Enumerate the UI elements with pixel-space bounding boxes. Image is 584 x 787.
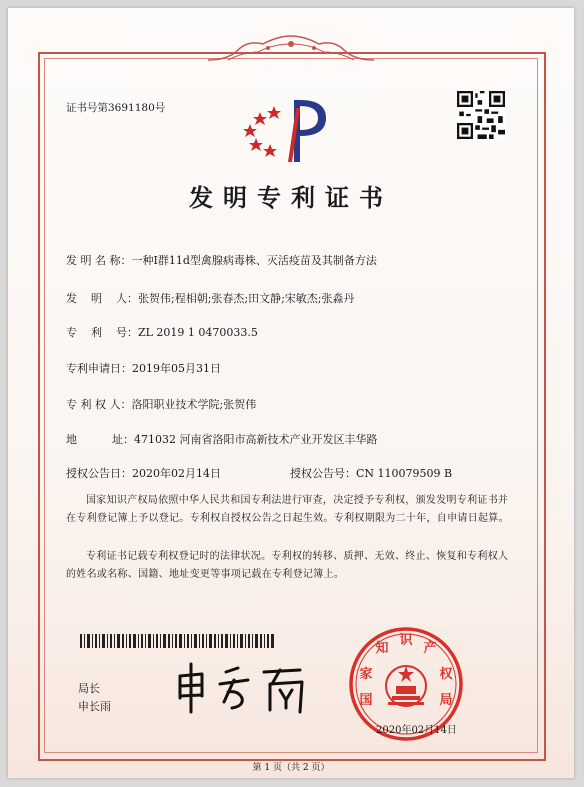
inventors-value: 张贺伟;程相朝;张春杰;田文静;宋敏杰;张淼丹 — [137, 292, 355, 305]
svg-text:产: 产 — [423, 641, 437, 656]
patent-number-row — [66, 324, 258, 340]
page-indicator: 第 1 页（共 2 页） — [252, 763, 330, 773]
patent-number-label: 专 利 号： — [66, 326, 138, 339]
director-title: 局长 — [78, 682, 100, 695]
patentee-value: 洛阳职业技术学院;张贺伟 — [131, 398, 257, 411]
patentee-row — [66, 396, 256, 412]
invention-name-label: 发 明 名 称： — [66, 254, 132, 267]
legal-status-note: 专利证书记载专利权登记时的法律状况。专利权的转移、质押、无效、终止、恢复和专利权人的姓名或名称、国籍、地址变更等事项记载在专利登记簿上。 — [66, 551, 509, 580]
cnipa-emblem-icon — [236, 96, 346, 166]
patentee-label: 专 利 权 人： — [66, 398, 132, 411]
filing-date-value: 2019年05月31日 — [132, 362, 221, 375]
grant-number-value: CN 110079509 B — [356, 467, 453, 480]
qr-code-icon — [457, 91, 505, 139]
grant-date-label: 授权公告日： — [66, 467, 132, 480]
svg-text:知: 知 — [375, 641, 389, 656]
svg-text:国: 国 — [359, 693, 373, 708]
director-name: 申长雨 — [78, 700, 111, 713]
address-label: 地 址： — [66, 433, 134, 446]
address-row — [66, 431, 377, 447]
certificate-page — [8, 8, 574, 778]
svg-text:权: 权 — [439, 667, 453, 682]
grant-number-label: 授权公告号： — [290, 467, 356, 480]
svg-text:识: 识 — [399, 633, 413, 648]
grant-date-row — [66, 465, 221, 481]
invention-name-value: 一种I群11d型禽腺病毒株、灭活疫苗及其制备方法 — [131, 254, 377, 267]
barcode-icon — [80, 634, 276, 648]
grant-number-row — [290, 465, 452, 481]
inventors-row — [66, 290, 355, 306]
address-value: 471032 河南省洛阳市高新技术产业开发区丰华路 — [133, 433, 378, 446]
top-ornament — [208, 34, 374, 62]
grant-date-value: 2020年02月14日 — [132, 467, 221, 480]
patent-number-value: ZL 2019 1 0470033.5 — [137, 326, 258, 339]
certificate-title: 发明专利证书 — [189, 183, 393, 212]
inventors-label: 发 明 人： — [66, 292, 138, 305]
grant-statement: 国家知识产权局依照中华人民共和国专利法进行审查，决定授予专利权，颁发发明专利证书并在专利登记簿上予以登记。专利权自授权公告之日起生效。专利权期限为二十年，自申请日起算。 — [66, 495, 509, 524]
filing-date-label: 专利申请日： — [66, 362, 132, 375]
seal-date: 2020年02月14日 — [376, 725, 457, 736]
svg-text:局: 局 — [439, 693, 453, 708]
certificate-number: 证书号第3691180号 — [66, 102, 166, 114]
svg-text:家: 家 — [359, 667, 373, 682]
filing-date-row — [66, 360, 221, 376]
handwritten-signature — [168, 658, 318, 716]
invention-name-row — [66, 252, 377, 268]
